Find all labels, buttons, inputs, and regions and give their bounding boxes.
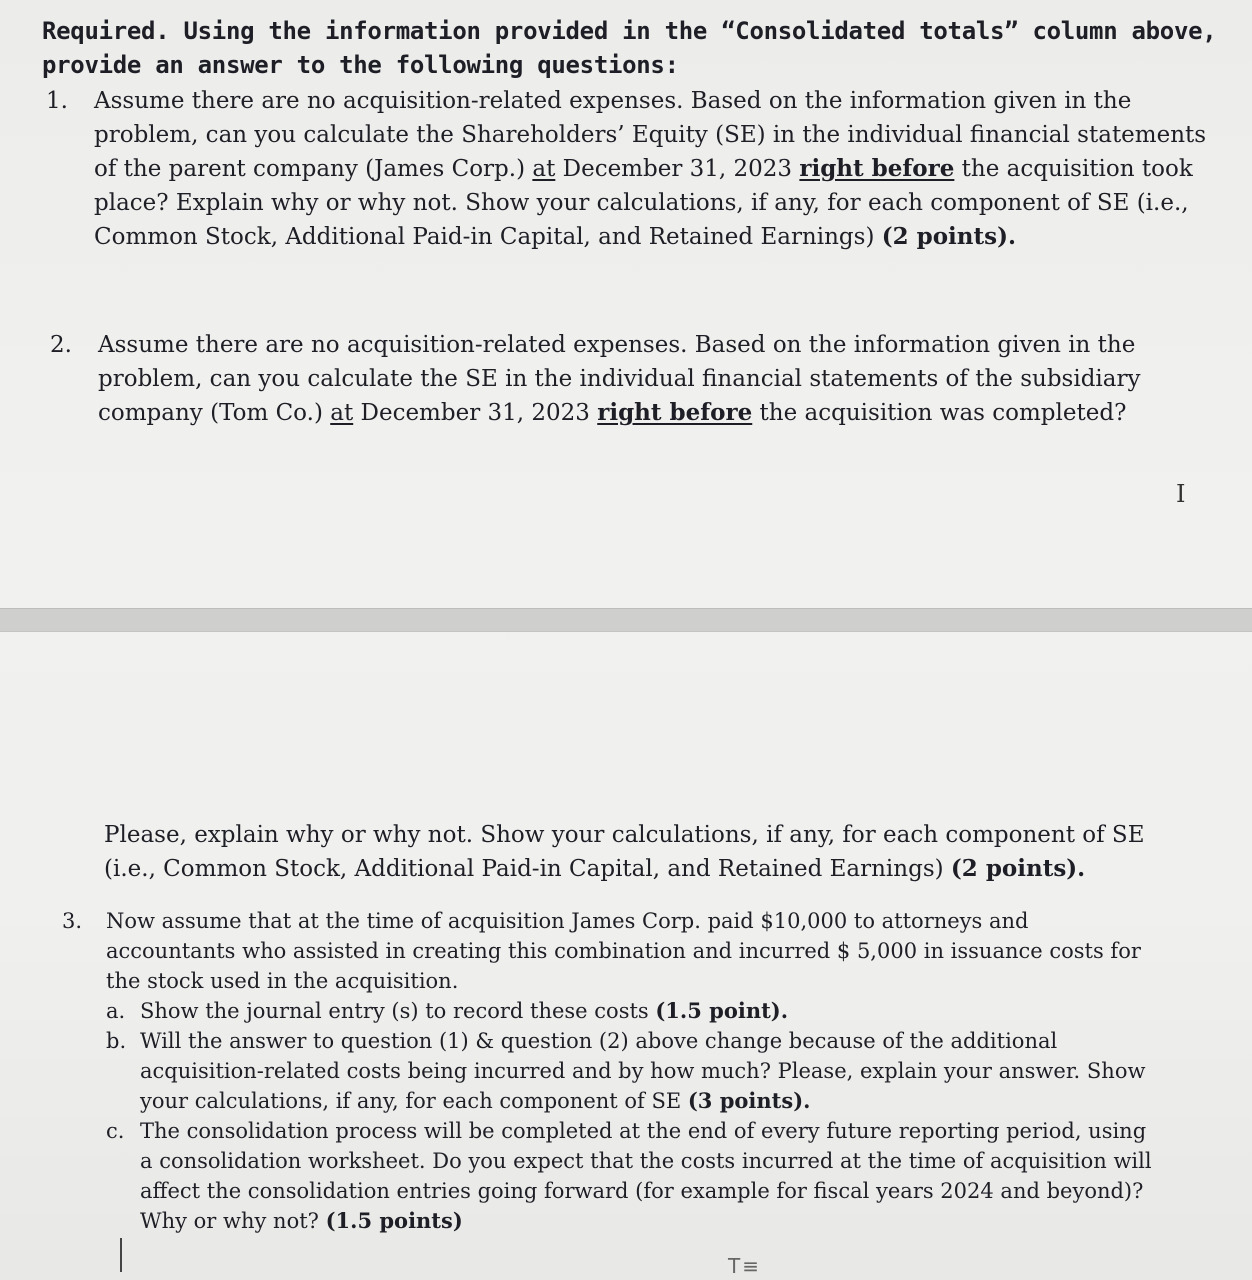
points-label: (1.5 points) [325, 1208, 463, 1233]
question-2: 2. Assume there are no acquisition-related expenses. Based on the information given in the problem, can you calculate the SE in the individual financial statements of the subsidiary company (Tom Co.) at December 31, 2023 right before the acquisition was completed? [50, 328, 1192, 430]
points-label: (1.5 point). [655, 998, 789, 1023]
question-3 [62, 906, 1162, 1236]
points-label: (2 points). [881, 223, 1016, 250]
question-number: 1. [46, 88, 68, 114]
emphasis-right-before: right before [799, 155, 955, 182]
page-break-divider [0, 608, 1252, 632]
emphasis-right-before: right before [597, 399, 753, 426]
question-3b: b. Will the answer to question (1) & question (2) above change because of the additional acquisition-related costs being incurred and by how much? Please, explain your answer. Show your calculations, if any, for each component of SE (3 points). [106, 1029, 1146, 1113]
points-label: (2 points). [950, 855, 1086, 882]
question-3c: c. The consolidation process will be completed at the end of every future reporting period, using a consolidation worksheet. Do you expect that the costs incurred at the time of acquisition will affect the consolidation entries going forward (for example for fiscal years 2024 and beyond)? Why or why not? (1.5 points) [106, 1119, 1152, 1233]
text-caret-icon [120, 1238, 122, 1272]
text-cursor-icon: I [1176, 480, 1186, 508]
question-2-continuation: Please, explain why or why not. Show your calculations, if any, for each component of SE (i.e., Common Stock, Additional Paid-in Capital, and Retained Earnings) (2 points). [104, 822, 1145, 882]
text-format-icon[interactable]: T≡ [728, 1254, 761, 1278]
question-1: 1. Assume there are no acquisition-related expenses. Based on the information given in the problem, can you calculate the Shareholders’ Equity (SE) in the individual financial statements of the parent company (James Corp.) at December 31, 2023 right before the acquisition took place? Explain why or why not. Show your calculations, if any, for each component of SE (i.e., Common Stock, Additional Paid-in Capital, and Retained Earnings) (2 points). [46, 84, 1212, 254]
instructions-heading: Required. Using the information provided in the “Consolidated totals” column above, provide an answer to the following questions: [42, 17, 1217, 79]
question-number: 3. [62, 909, 83, 933]
question-3a: a. Show the journal entry (s) to record these costs (1.5 point). [106, 998, 789, 1023]
question-number: 2. [50, 332, 72, 358]
question-3-text: Now assume that at the time of acquisition James Corp. paid $10,000 to attorneys and accountants who assisted in creating this combination and incurred $ 5,000 in issuance costs for the stock used in the acquisition. [106, 909, 1141, 993]
points-label: (3 points). [687, 1088, 811, 1113]
